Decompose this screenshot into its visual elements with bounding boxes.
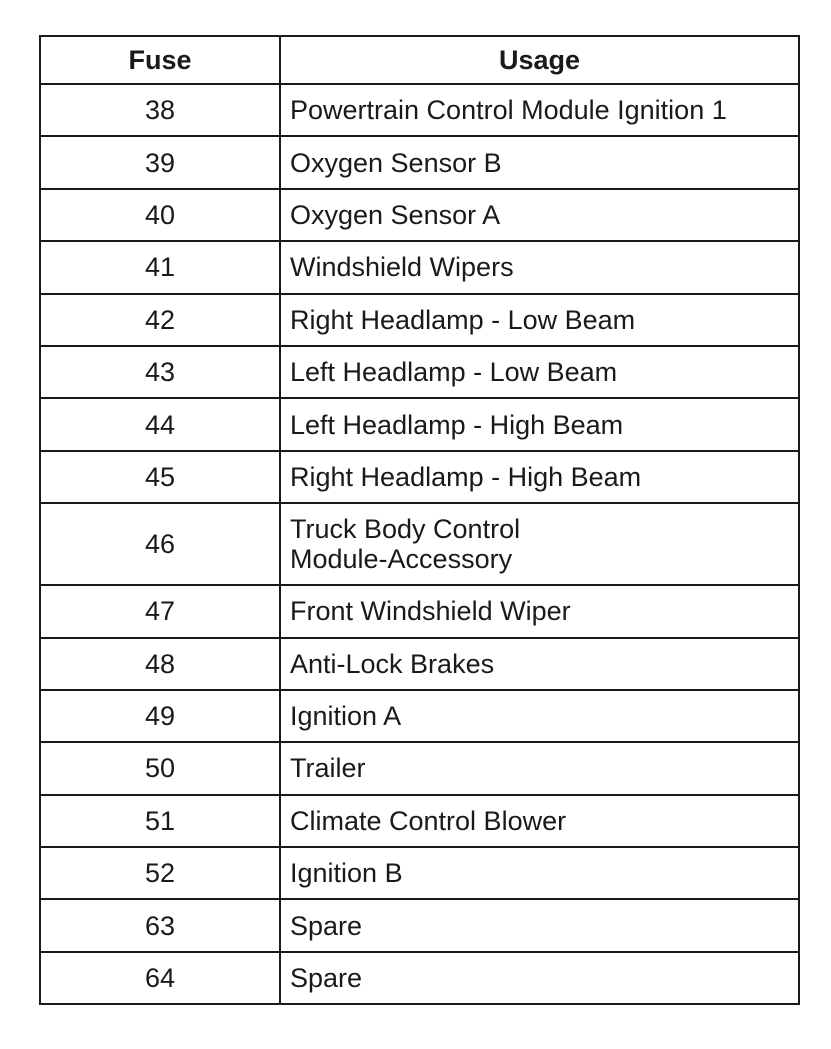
fuse-usage-cell <box>280 585 799 637</box>
fuse-number-cell: 40 <box>40 189 280 241</box>
table-row <box>40 294 799 346</box>
fuse-usage-cell <box>280 136 799 188</box>
usage-text-line: Left Headlamp - High Beam <box>290 409 624 440</box>
usage-text-line: Oxygen Sensor B <box>290 147 502 178</box>
fuse-usage-cell <box>280 241 799 293</box>
fuse-number-cell: 48 <box>40 638 280 690</box>
table-row <box>40 899 799 951</box>
table-row <box>40 585 799 637</box>
table-row <box>40 742 799 794</box>
fuse-usage-cell <box>280 346 799 398</box>
usage-text-line: Trailer <box>290 753 366 784</box>
usage-text-line: Truck Body Control <box>290 514 521 545</box>
fuse-number-cell: 38 <box>40 84 280 136</box>
table-row <box>40 189 799 241</box>
table-row <box>40 451 799 503</box>
fuse-usage-cell <box>280 690 799 742</box>
table-row <box>40 346 799 398</box>
usage-text-line: Right Headlamp - Low Beam <box>290 304 636 335</box>
fuse-number-cell: 47 <box>40 585 280 637</box>
fuse-usage-cell <box>280 503 799 585</box>
usage-text-line: Front Windshield Wiper <box>290 596 571 627</box>
fuse-usage-cell <box>280 795 799 847</box>
fuse-number-cell: 49 <box>40 690 280 742</box>
table-body <box>40 84 799 1004</box>
usage-text-line: Ignition A <box>290 701 402 732</box>
usage-text-line: Spare <box>290 963 363 994</box>
fuse-number-cell: 42 <box>40 294 280 346</box>
table-row <box>40 847 799 899</box>
fuse-number-cell: 44 <box>40 398 280 450</box>
fuse-usage-cell <box>280 398 799 450</box>
table-row <box>40 795 799 847</box>
header-row <box>40 36 799 84</box>
fuse-column-header: Fuse <box>40 36 280 84</box>
usage-text-line: Oxygen Sensor A <box>290 199 501 230</box>
fuse-number-cell: 51 <box>40 795 280 847</box>
table-row <box>40 84 799 136</box>
table-row <box>40 690 799 742</box>
usage-text-line: Module-Accessory <box>290 544 513 575</box>
fuse-number-cell: 64 <box>40 952 280 1004</box>
usage-text-line: Powertrain Control Module Ignition 1 <box>290 95 727 126</box>
usage-text-line: Windshield Wipers <box>290 252 514 283</box>
fuse-usage-cell <box>280 847 799 899</box>
fuse-number-cell: 39 <box>40 136 280 188</box>
fuse-number-cell: 46 <box>40 503 280 585</box>
fuse-number-cell: 45 <box>40 451 280 503</box>
fuse-usage-cell <box>280 294 799 346</box>
fuse-usage-cell <box>280 189 799 241</box>
usage-text-line: Ignition B <box>290 858 403 889</box>
fuse-usage-cell <box>280 952 799 1004</box>
fuse-usage-cell <box>280 638 799 690</box>
table-row <box>40 398 799 450</box>
table-row <box>40 952 799 1004</box>
fuse-usage-cell <box>280 451 799 503</box>
fuse-usage-cell <box>280 84 799 136</box>
usage-text-line: Anti-Lock Brakes <box>290 648 495 679</box>
table-row <box>40 638 799 690</box>
fuse-usage-cell <box>280 742 799 794</box>
table-row <box>40 136 799 188</box>
fuse-number-cell: 52 <box>40 847 280 899</box>
fuse-number-cell: 41 <box>40 241 280 293</box>
fuse-number-cell: 63 <box>40 899 280 951</box>
table-row <box>40 241 799 293</box>
usage-column-header: Usage <box>280 36 799 84</box>
usage-text-line: Spare <box>290 910 363 941</box>
fuse-usage-cell <box>280 899 799 951</box>
table-row <box>40 503 799 585</box>
usage-text-line: Right Headlamp - High Beam <box>290 461 642 492</box>
fuse-usage-table <box>39 35 800 1005</box>
usage-text-line: Left Headlamp - Low Beam <box>290 357 618 388</box>
fuse-number-cell: 50 <box>40 742 280 794</box>
usage-text-line: Climate Control Blower <box>290 805 567 836</box>
fuse-number-cell: 43 <box>40 346 280 398</box>
